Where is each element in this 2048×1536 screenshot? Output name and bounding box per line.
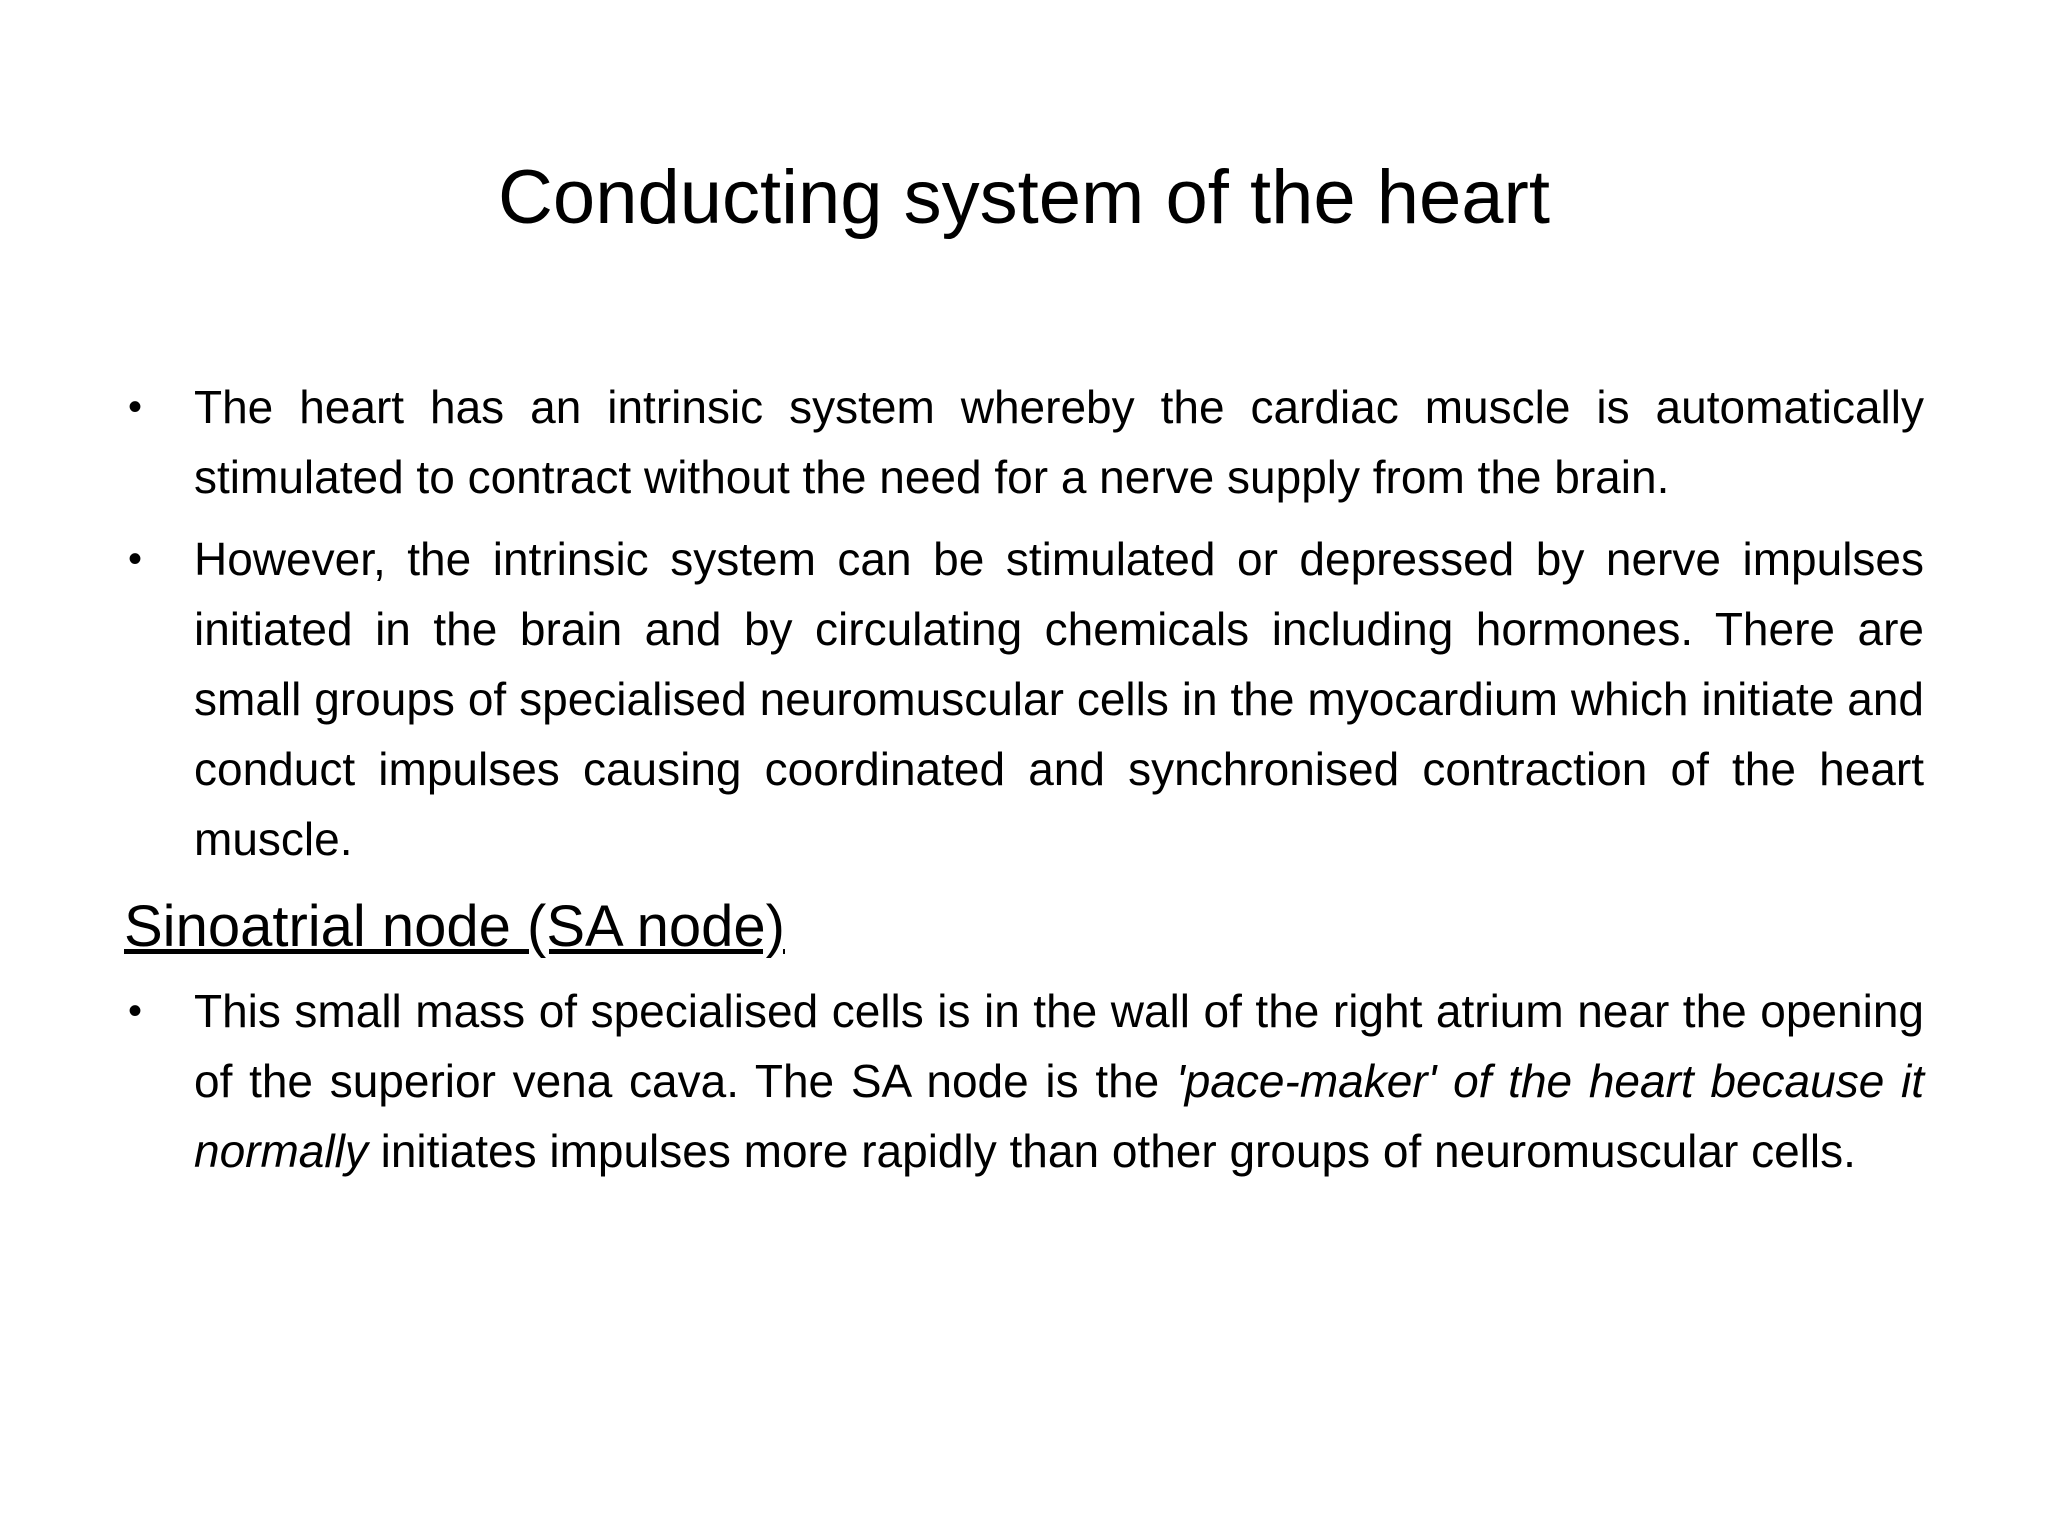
- bullet-text: [194, 985, 1924, 1177]
- sa-node-bullet-list: [124, 976, 1924, 1186]
- bullet-icon: •: [128, 537, 143, 581]
- bullet-icon: •: [128, 385, 143, 429]
- bullet-item: [124, 976, 1924, 1186]
- bullet-text: However, the intrinsic system can be stimulated or depressed by nerve impulses initiated in the brain and by circulating chemicals including hormones. There are small groups of specialised neuromuscular cells in the myocardium which initiate and conduct impulses causing coordinated and synchronised contraction of the heart muscle.: [194, 533, 1924, 865]
- intro-bullet-list: [124, 372, 1924, 874]
- slide-content: [124, 372, 1924, 1198]
- bullet-text-part: initiates impulses more rapidly than other groups of neuromuscular cells.: [367, 1125, 1856, 1177]
- section-heading: Sinoatrial node (SA node): [124, 894, 785, 959]
- bullet-text: The heart has an intrinsic system whereby the cardiac muscle is automatically stimulated to contract without the need for a nerve supply from the brain.: [194, 381, 1924, 503]
- slide-title: Conducting system of the heart: [498, 155, 1550, 240]
- bullet-text-italic: 'pace-maker' of the heart because it normally: [194, 1055, 1924, 1177]
- bullet-item: [124, 372, 1924, 512]
- bullet-text-part: This small mass of specialised cells is in the wall of the right atrium near the opening of the superior vena cava. The SA node is the: [194, 985, 1924, 1107]
- bullet-item: [124, 524, 1924, 874]
- bullet-icon: •: [128, 989, 143, 1033]
